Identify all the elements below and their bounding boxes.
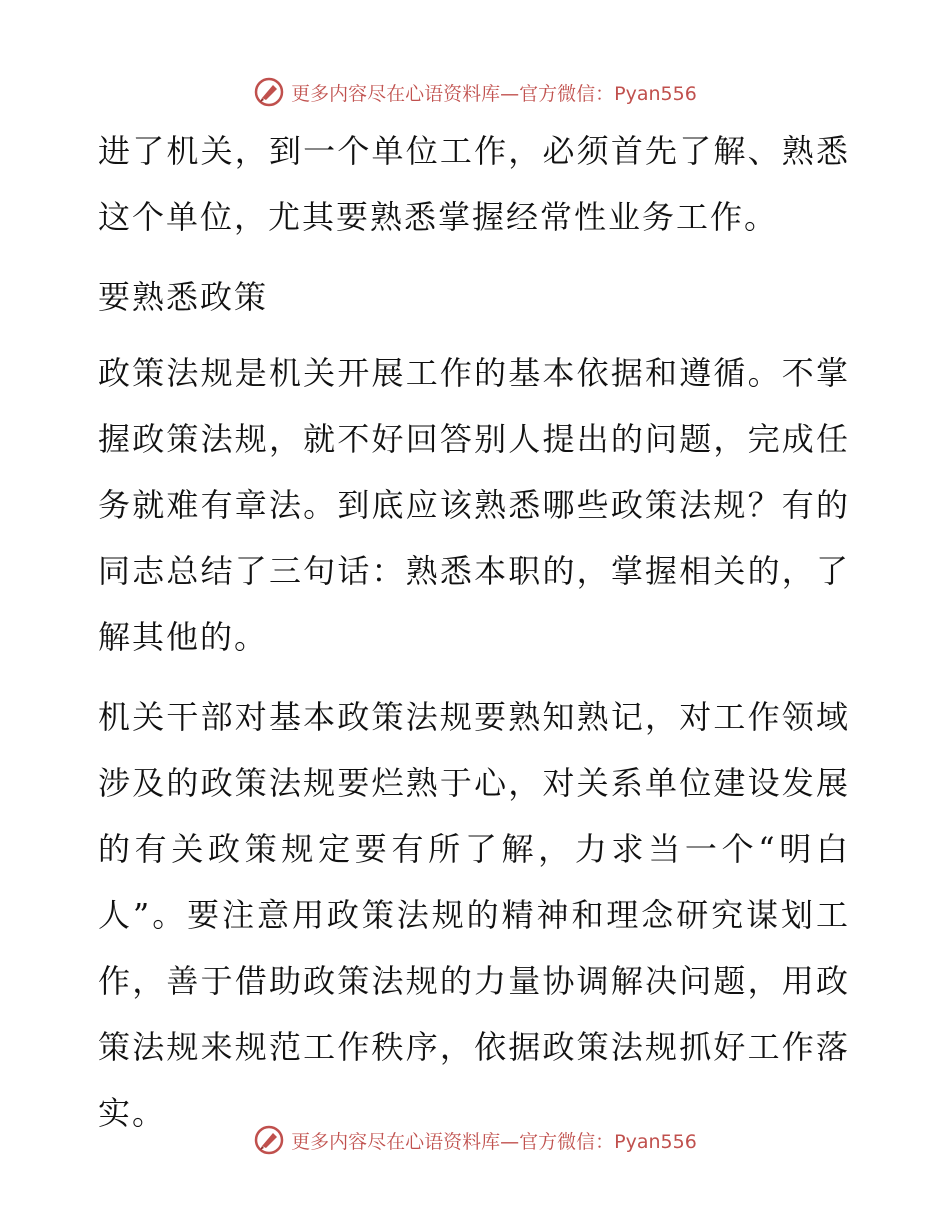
watermark-text: 更多内容尽在心语资料库—官方微信：Pyan556 [291,1130,697,1153]
section-heading: 要熟悉政策 [98,278,269,316]
watermark-text: 更多内容尽在心语资料库—官方微信：Pyan556 [291,82,697,105]
paragraph-intro: 进了机关，到一个单位工作，必须首先了解、熟悉这个单位，尤其要熟悉掌握经常性业务工作。 [98,132,850,236]
document-body [98,118,850,1160]
pen-nib-logo-icon [253,76,285,108]
pen-nib-logo-icon [253,1124,285,1156]
footer-watermark-banner [0,1120,950,1160]
paragraph-policy: 政策法规是机关开展工作的基本依据和遵循。不掌握政策法规，就不好回答别人提出的问题，完成任务就难有章法。到底应该熟悉哪些政策法规？有的同志总结了三句话：熟悉本职的，掌握相关的，了解其他的。 [98,354,850,656]
paragraph-cadre: 机关干部对基本政策法规要熟知熟记，对工作领域涉及的政策法规要烂熟于心，对关系单位建设发展的有关政策规定要有所了解，力求当一个“明白人”。要注意用政策法规的精神和理念研究谋划工作，善于借助政策法规的力量协调解决问题，用政策法规来规范工作秩序，依据政策法规抓好工作落实。 [98,698,850,1132]
header-watermark-banner [0,72,950,112]
